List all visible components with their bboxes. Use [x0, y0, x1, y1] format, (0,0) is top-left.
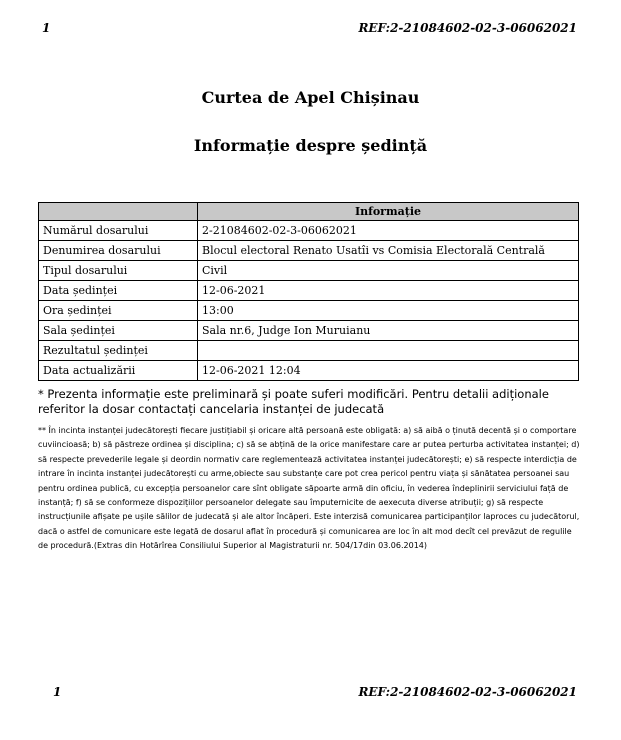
row-value: 13:00: [198, 301, 579, 321]
table-header-row: [39, 203, 579, 221]
row-label: Denumirea dosarului: [39, 241, 198, 261]
row-value: [198, 341, 579, 361]
table-row: [39, 221, 579, 241]
row-label: Ora ședinței: [39, 301, 198, 321]
table-row: [39, 261, 579, 281]
header-reference: REF:2-21084602-02-3-06062021: [358, 21, 577, 35]
document-title: Informație despre ședință: [193, 136, 428, 155]
table-row: [39, 341, 579, 361]
row-label: Data actualizării: [39, 361, 198, 381]
table-row: [39, 361, 579, 381]
row-value: Sala nr.6, Judge Ion Muruianu: [198, 321, 579, 341]
table-row: [39, 281, 579, 301]
row-value: 12-06-2021: [198, 281, 579, 301]
footer-reference: REF:2-21084602-02-3-06062021: [358, 685, 577, 699]
row-value: Civil: [198, 261, 579, 281]
table-row: [39, 301, 579, 321]
hearing-info-table: [38, 202, 579, 381]
row-value: Blocul electoral Renato Usatîi vs Comisia Electorală Centrală: [198, 241, 579, 261]
table-header-blank: [39, 203, 198, 221]
table-column-header: Informație: [198, 203, 579, 221]
court-name: Curtea de Apel Chișinau: [201, 88, 420, 107]
table-row: [39, 321, 579, 341]
table-row: [39, 241, 579, 261]
row-value: 12-06-2021 12:04: [198, 361, 579, 381]
row-label: Data ședinței: [39, 281, 198, 301]
row-value: 2-21084602-02-3-06062021: [198, 221, 579, 241]
row-label: Sala ședinței: [39, 321, 198, 341]
footer-page-number: 1: [53, 685, 62, 699]
preliminary-note: * Prezenta informație este preliminară și poate suferi modificări. Pentru detalii adiționale referitor la dosar contactați cancelaria instanței de judecată: [38, 387, 549, 416]
row-label: Numărul dosarului: [39, 221, 198, 241]
court-rules-text: ** În incinta instanței judecătorești fiecare justițiabil și oricare altă persoană este obligată: a) să aibă o ținută decentă și o comportare cuviincioasă; b) să păstreze ordinea și disciplina; c) să se abțină de la orice manifestare care ar putea perturba activitatea instanței; d) să respecte prevederile legale și deordin normativ care reglementează activitatea instanței judecătorești; e) să respecte interdicția de intrare în incinta instanței judecătorești cu arme,obiecte sau substanțe care pot crea pericol pentru viața și sănătatea persoanei sau pentru ordinea publică, cu excepția persoanelor care sînt obligate săpoarte armă din oficiu, în vederea îndeplinirii serviciului față de instanță; f) să se conformeze dispozițiilor persoanelor delegate sau împuternicite de aexecuta diverse atribuții; g) să respecte instrucțiunile afișate pe ușile sălilor de judecată și ale altor încăperi. Este interzisă comunicarea participanților laproces cu judecătorul, dacă o astfel de comunicare este legată de dosarul aflat în procedură și comunicarea are loc în alt mod decît cel prevăzut de regulile de procedură.(Extras din Hotărîrea Consiliului Superior al Magistraturii nr. 504/17din 03.06.2014): [38, 426, 580, 551]
row-label: Tipul dosarului: [39, 261, 198, 281]
row-label: Rezultatul ședinței: [39, 341, 198, 361]
header-page-number: 1: [42, 21, 51, 35]
